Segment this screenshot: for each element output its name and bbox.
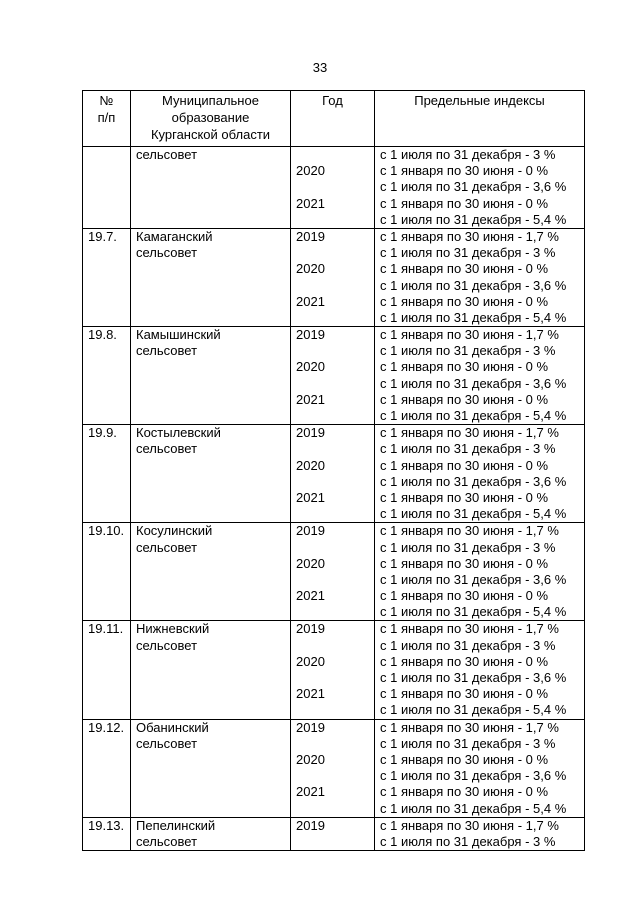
indices-cell [375, 425, 585, 523]
index-value: с 1 января по 30 июня - 0 % [380, 359, 549, 375]
index-value: с 1 июля по 31 декабря - 3,6 % [380, 277, 567, 293]
year-cell [291, 147, 375, 229]
year-value: 2020 [296, 163, 325, 179]
index-value: с 1 января по 30 июня - 1,7 % [380, 425, 559, 441]
index-value: с 1 января по 30 июня - 0 % [380, 261, 549, 277]
row-number-cell [83, 523, 131, 621]
header-municipality [131, 91, 291, 147]
indices-cell [375, 719, 585, 817]
year-cell [291, 523, 375, 621]
table-row [83, 523, 585, 621]
year-value: 2019 [296, 327, 325, 343]
index-value: с 1 января по 30 июня - 0 % [380, 751, 549, 767]
index-value: с 1 июля по 31 декабря - 3,6 % [380, 179, 567, 195]
year-value [296, 310, 374, 326]
municipality-name-line: Пепелинский [136, 817, 216, 833]
year-value [296, 604, 374, 620]
table-row [83, 817, 585, 850]
indices-cell [375, 327, 585, 425]
year-value: 2019 [296, 523, 325, 539]
year-cell [291, 327, 375, 425]
row-number: 19.9. [88, 425, 117, 441]
municipality-cell [131, 523, 291, 621]
table-row [83, 228, 585, 326]
year-value: 2021 [296, 489, 325, 505]
municipality-name-line: Нижневский [136, 621, 210, 637]
index-value: с 1 января по 30 июня - 0 % [380, 293, 549, 309]
header-num-line: № [99, 93, 114, 108]
municipality-cell [131, 147, 291, 229]
index-value: с 1 июля по 31 декабря - 3,6 % [380, 571, 567, 587]
municipality-name-line: сельсовет [136, 637, 198, 653]
year-value: 2019 [296, 817, 325, 833]
index-value: с 1 июля по 31 декабря - 3,6 % [380, 768, 567, 784]
year-value [296, 376, 374, 392]
municipality-name-line: Костылевский [136, 425, 221, 441]
table-body [83, 147, 585, 851]
header-municipality-line: Муниципальное [162, 93, 259, 108]
row-number: 19.13. [88, 817, 125, 833]
year-value [296, 572, 374, 588]
index-value: с 1 января по 30 июня - 0 % [380, 391, 549, 407]
header-num [83, 91, 131, 147]
row-number-cell [83, 817, 131, 850]
index-value: с 1 июля по 31 декабря - 3 % [380, 539, 556, 555]
municipality-name-line: сельсовет [136, 539, 198, 555]
municipality-cell [131, 621, 291, 719]
year-value: 2020 [296, 751, 325, 767]
index-value: с 1 января по 30 июня - 0 % [380, 588, 549, 604]
page-number: 33 [312, 60, 328, 75]
index-value: с 1 января по 30 июня - 0 % [380, 686, 549, 702]
municipality-name-line: Косулинский [136, 523, 213, 539]
header-municipality-line: образование [171, 110, 250, 125]
year-value [296, 702, 374, 718]
year-value: 2019 [296, 621, 325, 637]
index-value: с 1 января по 30 июня - 0 % [380, 489, 549, 505]
header-municipality-line: Курганской области [150, 127, 271, 142]
year-value [296, 834, 374, 850]
index-value: с 1 января по 30 июня - 0 % [380, 457, 549, 473]
indices-cell [375, 817, 585, 850]
index-value: с 1 июля по 31 декабря - 5,4 % [380, 800, 567, 816]
row-number: 19.7. [88, 228, 117, 244]
year-value: 2019 [296, 719, 325, 735]
header-indices [375, 91, 585, 147]
row-number: 19.8. [88, 327, 117, 343]
row-number-cell [83, 621, 131, 719]
index-value: с 1 июля по 31 декабря - 3,6 % [380, 473, 567, 489]
indices-cell [375, 228, 585, 326]
municipality-cell [131, 327, 291, 425]
index-value: с 1 января по 30 июня - 1,7 % [380, 817, 559, 833]
municipality-cell [131, 719, 291, 817]
year-value: 2020 [296, 555, 325, 571]
table-row [83, 621, 585, 719]
year-value: 2021 [296, 391, 325, 407]
year-value: 2019 [296, 228, 325, 244]
index-value: с 1 июля по 31 декабря - 5,4 % [380, 604, 567, 620]
year-value: 2019 [296, 425, 325, 441]
year-value: 2021 [296, 588, 325, 604]
row-number: 19.11. [88, 621, 124, 637]
row-number: 19.10. [88, 523, 125, 539]
index-value: с 1 июля по 31 декабря - 5,4 % [380, 702, 567, 718]
index-value: с 1 июля по 31 декабря - 3 % [380, 343, 556, 359]
year-value: 2021 [296, 686, 325, 702]
year-value [296, 245, 374, 261]
year-value: 2021 [296, 784, 325, 800]
municipality-name-line: сельсовет [136, 833, 198, 849]
year-value [296, 736, 374, 752]
municipality-name-line: Обанинский [136, 719, 209, 735]
indices-cell [375, 523, 585, 621]
index-value: с 1 июля по 31 декабря - 5,4 % [380, 506, 567, 522]
year-value [296, 441, 374, 457]
header-year-line: Год [322, 93, 343, 108]
index-value: с 1 января по 30 июня - 0 % [380, 163, 549, 179]
year-value [296, 179, 374, 195]
index-value: с 1 июля по 31 декабря - 3 % [380, 245, 556, 261]
index-value: с 1 июля по 31 декабря - 5,4 % [380, 408, 567, 423]
table-row [83, 425, 585, 523]
index-value: с 1 января по 30 июня - 1,7 % [380, 621, 559, 637]
table-row [83, 147, 585, 229]
index-value: с 1 июля по 31 декабря - 3 % [380, 147, 556, 162]
header-year [291, 91, 375, 147]
year-value [296, 408, 374, 424]
limit-indices-table [82, 90, 585, 851]
municipality-cell [131, 228, 291, 326]
index-value: с 1 января по 30 июня - 0 % [380, 195, 549, 211]
year-value: 2021 [296, 293, 325, 309]
year-value: 2020 [296, 457, 325, 473]
row-number-cell [83, 228, 131, 326]
row-number: 19.12. [88, 719, 125, 735]
row-number-cell [83, 327, 131, 425]
indices-cell [375, 147, 585, 229]
row-number-cell [83, 147, 131, 229]
municipality-cell [131, 817, 291, 850]
row-number-cell [83, 425, 131, 523]
index-value: с 1 июля по 31 декабря - 3,6 % [380, 670, 567, 685]
year-cell [291, 228, 375, 326]
year-value [296, 670, 374, 686]
year-value: 2020 [296, 261, 325, 277]
index-value: с 1 января по 30 июня - 0 % [380, 555, 549, 571]
year-cell [291, 817, 375, 850]
municipality-name-line: сельсовет [136, 343, 198, 359]
year-value [296, 638, 374, 654]
index-value: с 1 января по 30 июня - 1,7 % [380, 327, 559, 343]
table-row [83, 327, 585, 425]
row-number-cell [83, 719, 131, 817]
year-value [296, 540, 374, 556]
municipality-name-line: сельсовет [136, 735, 198, 751]
year-value: 2020 [296, 359, 325, 375]
index-value: с 1 января по 30 июня - 1,7 % [380, 523, 559, 539]
year-value: 2021 [296, 195, 325, 211]
table-header-row [83, 91, 585, 147]
year-value [296, 801, 374, 817]
municipality-name-line: Камышинский [136, 327, 221, 343]
year-cell [291, 425, 375, 523]
year-value [296, 212, 374, 228]
row-number [88, 147, 130, 163]
year-value [296, 343, 374, 359]
index-value: с 1 июля по 31 декабря - 3 % [380, 735, 556, 751]
table-row [83, 719, 585, 817]
year-value [296, 147, 374, 163]
index-value: с 1 января по 30 июня - 0 % [380, 784, 549, 800]
index-value: с 1 июля по 31 декабря - 3,6 % [380, 375, 567, 391]
year-value [296, 506, 374, 522]
municipality-cell [131, 425, 291, 523]
municipality-name-line: сельсовет [136, 245, 198, 261]
index-value: с 1 января по 30 июня - 0 % [380, 653, 549, 669]
year-value: 2020 [296, 653, 325, 669]
index-value: с 1 июля по 31 декабря - 5,4 % [380, 309, 567, 325]
header-num-line: п/п [97, 110, 116, 125]
municipality-name-line: Камаганский [136, 228, 213, 244]
municipality-name-line: сельсовет [136, 441, 198, 457]
index-value: с 1 июля по 31 декабря - 3 % [380, 441, 556, 457]
index-value: с 1 июля по 31 декабря - 3 % [380, 637, 556, 653]
index-value: с 1 июля по 31 декабря - 5,4 % [380, 211, 567, 227]
index-value: с 1 января по 30 июня - 1,7 % [380, 228, 559, 244]
index-value: с 1 июля по 31 декабря - 3 % [380, 833, 556, 849]
municipality-name-line: сельсовет [136, 147, 198, 162]
year-cell [291, 719, 375, 817]
header-indices-line: Предельные индексы [414, 93, 545, 108]
year-cell [291, 621, 375, 719]
year-value [296, 278, 374, 294]
indices-cell [375, 621, 585, 719]
index-value: с 1 января по 30 июня - 1,7 % [380, 719, 559, 735]
year-value [296, 768, 374, 784]
year-value [296, 474, 374, 490]
